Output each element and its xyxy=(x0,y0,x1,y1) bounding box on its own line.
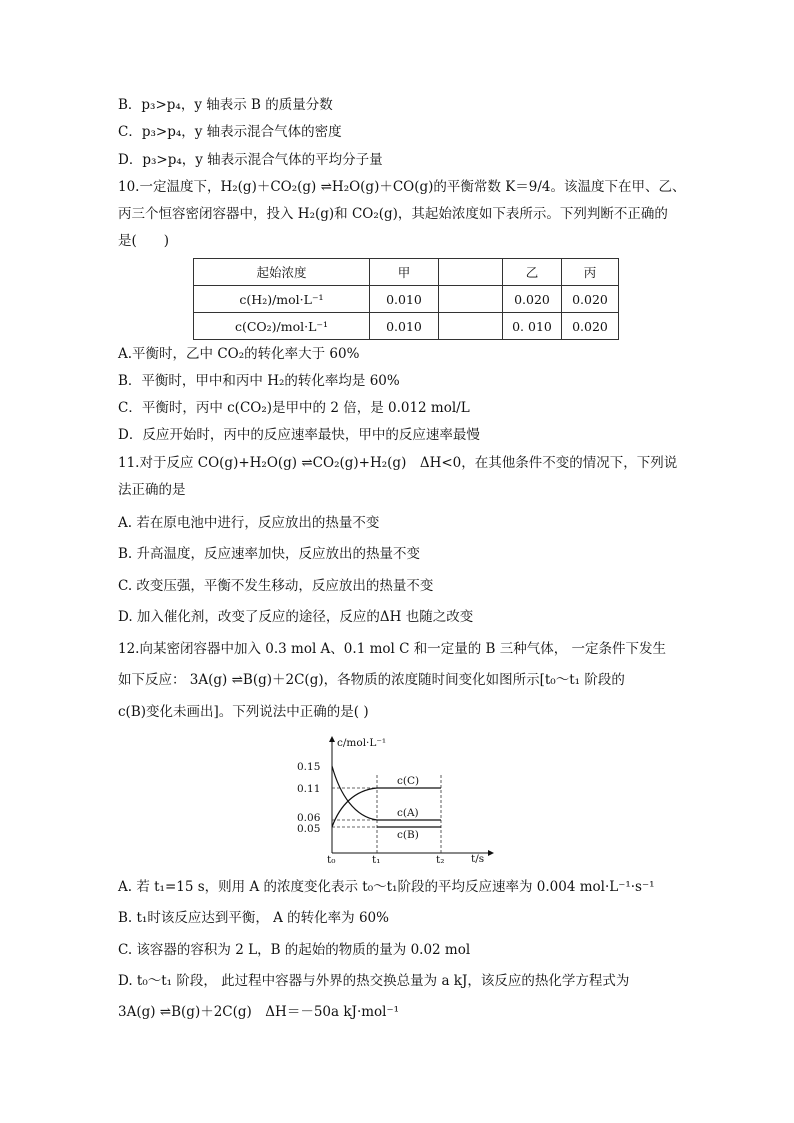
q9-option-b: B．p₃>p₄，y 轴表示 B 的质量分数 xyxy=(118,97,333,113)
q11-stem-line2: 法正确的是 xyxy=(118,482,186,498)
q12-option-d-line2: 3A(g) ⇌B(g)＋2C(g) ΔH＝－50a kJ·mol⁻¹ xyxy=(118,1004,400,1020)
table-header-cell xyxy=(439,259,503,286)
q12-stem-line2: 如下反应： 3A(g) ⇌B(g)＋2C(g)，各物质的浓度随时间变化如图所示[t₀～t₁ 阶段的 xyxy=(118,672,625,688)
table-cell: 0.020 xyxy=(562,313,619,340)
y-tick-label: 0.05 xyxy=(297,823,321,835)
table-header-cell: 乙 xyxy=(503,259,562,286)
q12-option-d-line1: D. t₀～t₁ 阶段， 此过程中容器与外界的热交换总量为 a kJ，该反应的热化学方程式为 xyxy=(118,973,630,989)
q12-option-a: A. 若 t₁=15 s，则用 A 的浓度变化表示 t₀～t₁阶段的平均反应速率为 0.004 mol·L⁻¹·s⁻¹ xyxy=(118,879,655,895)
table-cell: 0.010 xyxy=(370,313,439,340)
table-row xyxy=(194,259,619,286)
series-label-cA: c(A) xyxy=(397,807,419,819)
x-tick-label: t₂ xyxy=(436,854,445,865)
table-cell: c(CO₂)/mol·L⁻¹ xyxy=(194,313,370,340)
table-cell: 0.020 xyxy=(562,286,619,313)
q10-stem-line1: 10.一定温度下，H₂(g)＋CO₂(g) ⇌H₂O(g)＋CO(g)的平衡常数 K＝9/4。该温度下在甲、乙、 xyxy=(118,179,686,195)
table-cell: 0.020 xyxy=(503,286,562,313)
table-cell: 0. 010 xyxy=(503,313,562,340)
q11-option-c: C. 改变压强，平衡不发生移动，反应放出的热量不变 xyxy=(118,578,434,594)
q9-option-d: D．p₃>p₄，y 轴表示混合气体的平均分子量 xyxy=(118,152,383,168)
q10-option-d: D．反应开始时，丙中的反应速率最快，甲中的反应速率最慢 xyxy=(118,427,480,443)
q12-stem-line3: c(B)变化未画出]。下列说法中正确的是( ) xyxy=(118,704,369,720)
y-tick-label: 0.15 xyxy=(297,761,321,773)
concentration-time-chart xyxy=(295,735,505,865)
table-cell: 0.010 xyxy=(370,286,439,313)
table-cell xyxy=(439,286,503,313)
y-tick-label: 0.06 xyxy=(297,812,321,824)
q10-stem-line2: 丙三个恒容密闭容器中，投入 H₂(g)和 CO₂(g)，其起始浓度如下表所示。下列判断不正确的 xyxy=(118,206,668,222)
x-tick-label: t₀ xyxy=(327,854,336,865)
q12-option-c: C. 该容器的容积为 2 L，B 的起始的物质的量为 0.02 mol xyxy=(118,942,471,958)
q11-option-b: B. 升高温度，反应速率加快，反应放出的热量不变 xyxy=(118,546,421,562)
q10-stem-line3: 是( ) xyxy=(118,233,170,249)
y-tick-label: 0.11 xyxy=(297,783,321,795)
initial-concentration-table xyxy=(193,258,619,340)
table-header-cell: 甲 xyxy=(370,259,439,286)
series-label-cC: c(C) xyxy=(397,775,420,787)
y-axis-label: c/mol·L⁻¹ xyxy=(337,737,387,749)
q12-option-b: B. t₁时该反应达到平衡， A 的转化率为 60% xyxy=(118,910,389,926)
table-header-cell: 丙 xyxy=(562,259,619,286)
table-row xyxy=(194,286,619,313)
series-label-cB: c(B) xyxy=(397,829,419,841)
table-row xyxy=(194,313,619,340)
q11-option-d: D. 加入催化剂，改变了反应的途径，反应的ΔH 也随之改变 xyxy=(118,609,474,625)
table-cell: c(H₂)/mol·L⁻¹ xyxy=(194,286,370,313)
q11-stem-line1: 11.对于反应 CO(g)+H₂O(g) ⇌CO₂(g)+H₂(g) ΔH<0，在其他条件不变的情况下，下列说 xyxy=(118,455,678,471)
table-cell xyxy=(439,313,503,340)
q10-option-a: A.平衡时，乙中 CO₂的转化率大于 60% xyxy=(118,346,360,362)
x-tick-label: t₁ xyxy=(372,854,381,865)
q11-option-a: A. 若在原电池中进行，反应放出的热量不变 xyxy=(118,515,380,531)
q9-option-c: C．p₃>p₄，y 轴表示混合气体的密度 xyxy=(118,124,342,140)
q10-option-c: C．平衡时，丙中 c(CO₂)是甲中的 2 倍，是 0.012 mol/L xyxy=(118,400,470,416)
guide-lines xyxy=(332,775,441,853)
q10-option-b: B．平衡时，甲中和丙中 H₂的转化率均是 60% xyxy=(118,373,400,389)
table-header-cell: 起始浓度 xyxy=(194,259,370,286)
series-cC-line xyxy=(332,788,441,827)
series-cA-line xyxy=(332,766,441,820)
q12-stem-line1: 12.向某密闭容器中加入 0.3 mol A、0.1 mol C 和一定量的 B 三种气体， 一定条件下发生 xyxy=(118,641,667,657)
x-axis-label: t/s xyxy=(471,853,485,865)
